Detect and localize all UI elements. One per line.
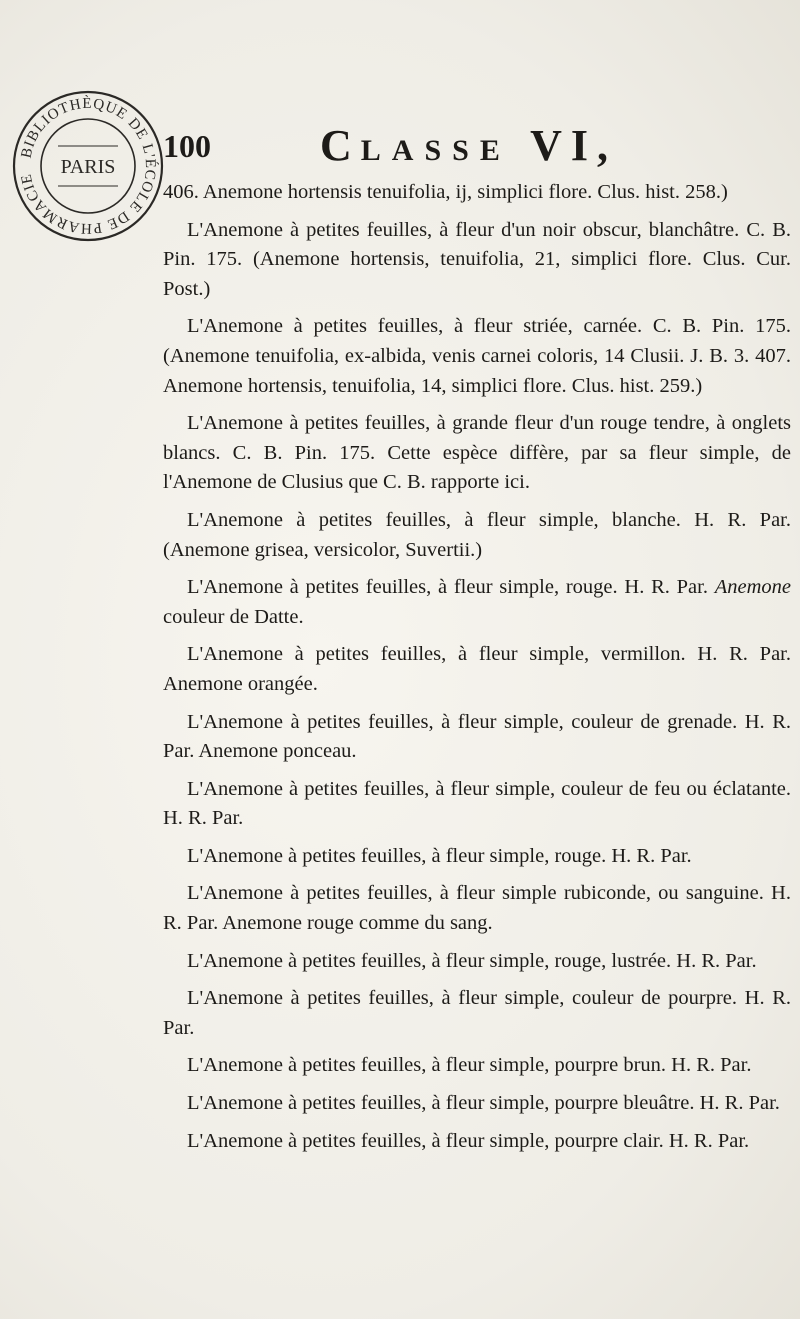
entry-paragraph: L'Anemone à petites feuilles, à fleur simple, vermillon. H. R. Par. Anemone orangée. [163, 643, 791, 695]
entry-paragraph: L'Anemone à petites feuilles, à fleur simple, blanche. H. R. Par. (Anemone grisea, versicolor, Suvertii.) [163, 508, 791, 561]
stamp-center-text: PARIS [60, 156, 116, 178]
running-head [320, 120, 617, 171]
stamp-ring-text: BIBLIOTHÈQUE DE L'ÉCOLE DE PHARMACIE [18, 95, 159, 237]
running-head-initial: C [320, 121, 361, 170]
entry-paragraph: L'Anemone à petites feuilles, à fleur d'un noir obscur, blanchâtre. C. B. Pin. 175. (Anemone hortensis, tenuifolia, 21, simplici flore. Clus. Cur. Post.) [163, 218, 791, 300]
page-number: 100 [163, 128, 211, 164]
entry-paragraph: L'Anemone à petites feuilles, à grande fleur d'un rouge tendre, à onglets blancs. C. B. Pin. 175. Cette espèce diffère, par sa fleur simple, de l'Anemone de Clusius que C. B. rapporte ici. [163, 412, 791, 494]
entry-paragraph-italic [163, 573, 791, 632]
running-head-numeral: VI, [530, 121, 617, 170]
entry-text: couleur de Datte. [163, 605, 304, 628]
page-header [163, 121, 783, 178]
entry-paragraph: 406. Anemone hortensis tenuifolia, ij, simplici flore. Clus. hist. 258.) [163, 181, 728, 203]
entry-paragraph: L'Anemone à petites feuilles, à fleur simple, pourpre brun. H. R. Par. [187, 1054, 752, 1077]
entry-paragraph: L'Anemone à petites feuilles, à fleur simple rubiconde, ou sanguine. H. R. Par. Anemone rouge comme du sang. [163, 882, 791, 935]
entry-paragraph: L'Anemone à petites feuilles, à fleur striée, carnée. C. B. Pin. 175. (Anemone tenuifolia, ex-albida, venis carnei coloris, 14 Clusii. J. B. 3. 407. Anemone hortensis, tenuifolia, 14, simplici flore. Clus. hist. 259.) [163, 315, 791, 397]
entry-paragraph: L'Anemone à petites feuilles, à fleur simple, couleur de grenade. H. R. Par. Anemone ponceau. [163, 710, 791, 763]
entry-paragraph: L'Anemone à petites feuilles, à fleur simple, couleur de pourpre. H. R. Par. [163, 987, 791, 1039]
text-body [163, 178, 791, 1164]
entry-italic-term: Anemone [714, 576, 791, 599]
entry-paragraph: L'Anemone à petites feuilles, à fleur simple, rouge. H. R. Par. [187, 844, 692, 867]
entry-paragraph: L'Anemone à petites feuilles, à fleur simple, rouge, lustrée. H. R. Par. [187, 949, 757, 972]
library-stamp [8, 86, 168, 246]
entry-paragraph: L'Anemone à petites feuilles, à fleur simple, couleur de feu ou éclatante. H. R. Par. [163, 777, 791, 830]
entry-paragraph: L'Anemone à petites feuilles, à fleur simple, pourpre clair. H. R. Par. [187, 1129, 750, 1152]
entry-paragraph: L'Anemone à petites feuilles, à fleur simple, pourpre bleuâtre. H. R. Par. [187, 1092, 780, 1115]
entry-text: L'Anemone à petites feuilles, à fleur simple, rouge. H. R. Par. [187, 576, 715, 599]
running-head-small-caps: LASSE [360, 134, 511, 167]
